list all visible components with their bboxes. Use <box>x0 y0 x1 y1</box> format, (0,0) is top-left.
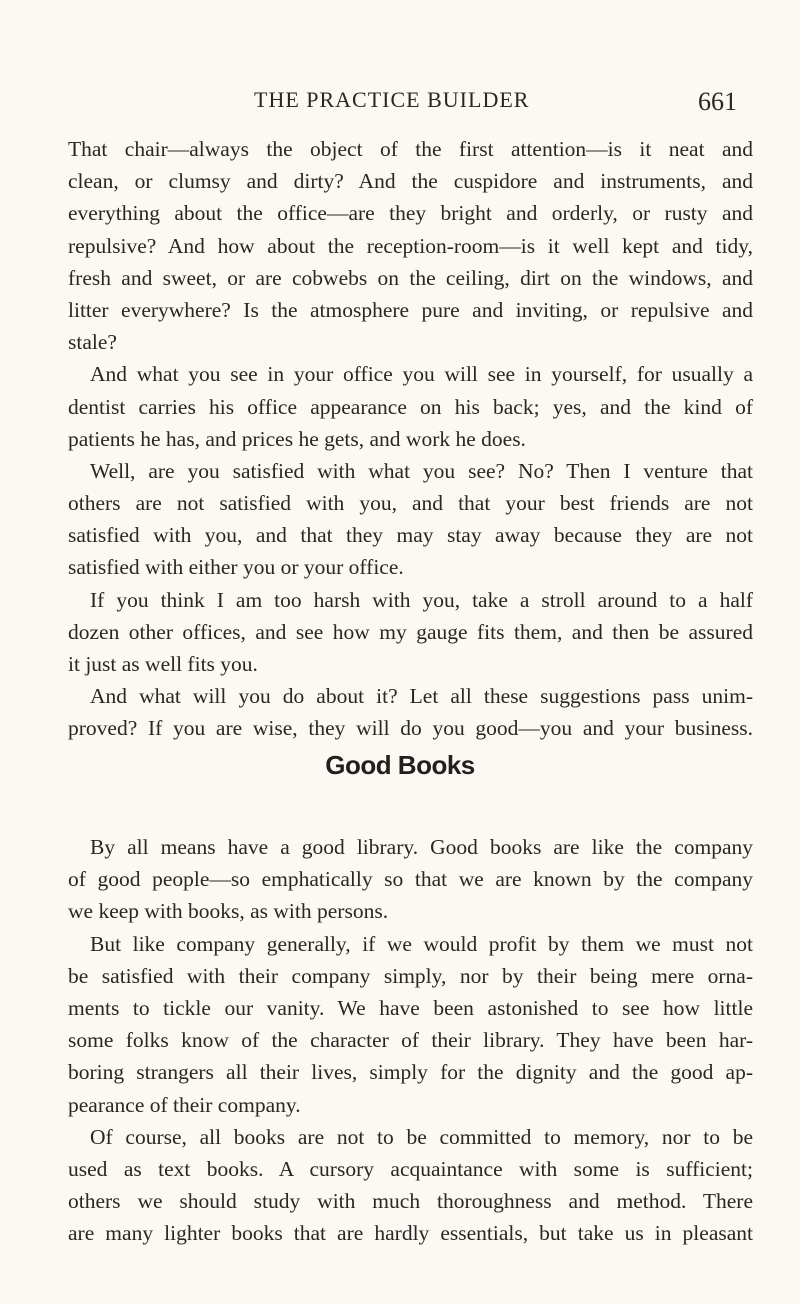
text-line: patients he has, and prices he gets, and work he does. <box>68 426 526 451</box>
text-line: dentist carries his office appearance on his back; yes, and the kind of <box>68 394 753 419</box>
text-line: pearance of their company. <box>68 1092 301 1117</box>
text-block-office-appearance <box>68 133 753 745</box>
text-line: we keep with books, as with persons. <box>68 899 389 924</box>
text-line: And what you see in your office you will see in yourself, for usually a <box>90 362 753 387</box>
text-line: Well, are you satisfied with what you see? No? Then I venture that <box>90 458 753 483</box>
text-line: satisfied with either you or your office. <box>68 555 404 580</box>
text-line: used as text books. A cursory acquaintance with some is sufficient; <box>68 1156 753 1181</box>
page-number: 661 <box>698 87 737 116</box>
text-line: That chair—always the object of the first attention—is it neat and <box>68 137 753 161</box>
running-head <box>0 87 800 119</box>
section-heading: Good Books <box>325 750 475 780</box>
text-line: fresh and sweet, or are cobwebs on the ceiling, dirt on the windows, and <box>68 265 753 290</box>
text-line: are many lighter books that are hardly essentials, but take us in pleasant <box>68 1221 753 1246</box>
text-line: And what will you do about it? Let all these suggestions pass unim- <box>90 684 753 709</box>
text-line: By all means have a good library. Good books are like the company <box>90 835 753 859</box>
text-line: it just as well fits you. <box>68 652 258 676</box>
text-line: But like company generally, if we would profit by them we must not <box>90 931 753 956</box>
text-line: of good people—so emphatically so that we are known by the company <box>68 867 753 892</box>
text-line: boring strangers all their lives, simply for the dignity and the good ap- <box>68 1060 753 1085</box>
text-line: others we should study with much thoroughness and method. There <box>68 1189 753 1214</box>
text-block-good-books <box>68 831 753 1249</box>
text-line: Of course, all books are not to be committed to memory, nor to be <box>90 1124 753 1149</box>
text-line: stale? <box>68 330 117 355</box>
text-line: some folks know of the character of their library. They have been har- <box>68 1028 753 1053</box>
text-line: dozen other offices, and see how my gauge fits them, and then be assured <box>68 619 753 644</box>
text-line: proved? If you are wise, they will do you good—you and your business. <box>68 716 753 741</box>
text-line: satisfied with you, and that they may stay away because they are not <box>68 523 753 548</box>
text-line: repulsive? And how about the reception-room—is it well kept and tidy, <box>68 233 753 258</box>
text-line: litter everywhere? Is the atmosphere pure and inviting, or repulsive and <box>68 297 753 322</box>
running-title: THE PRACTICE BUILDER <box>254 87 530 112</box>
text-line: If you think I am too harsh with you, take a stroll around to a half <box>90 587 753 612</box>
text-line: be satisfied with their company simply, nor by their being mere orna- <box>68 963 753 988</box>
text-line: others are not satisfied with you, and that your best friends are not <box>68 491 753 516</box>
text-line: ments to tickle our vanity. We have been astonished to see how little <box>68 995 753 1020</box>
text-line: everything about the office—are they bright and orderly, or rusty and <box>68 201 753 226</box>
text-line: clean, or clumsy and dirty? And the cuspidore and instruments, and <box>68 169 753 194</box>
